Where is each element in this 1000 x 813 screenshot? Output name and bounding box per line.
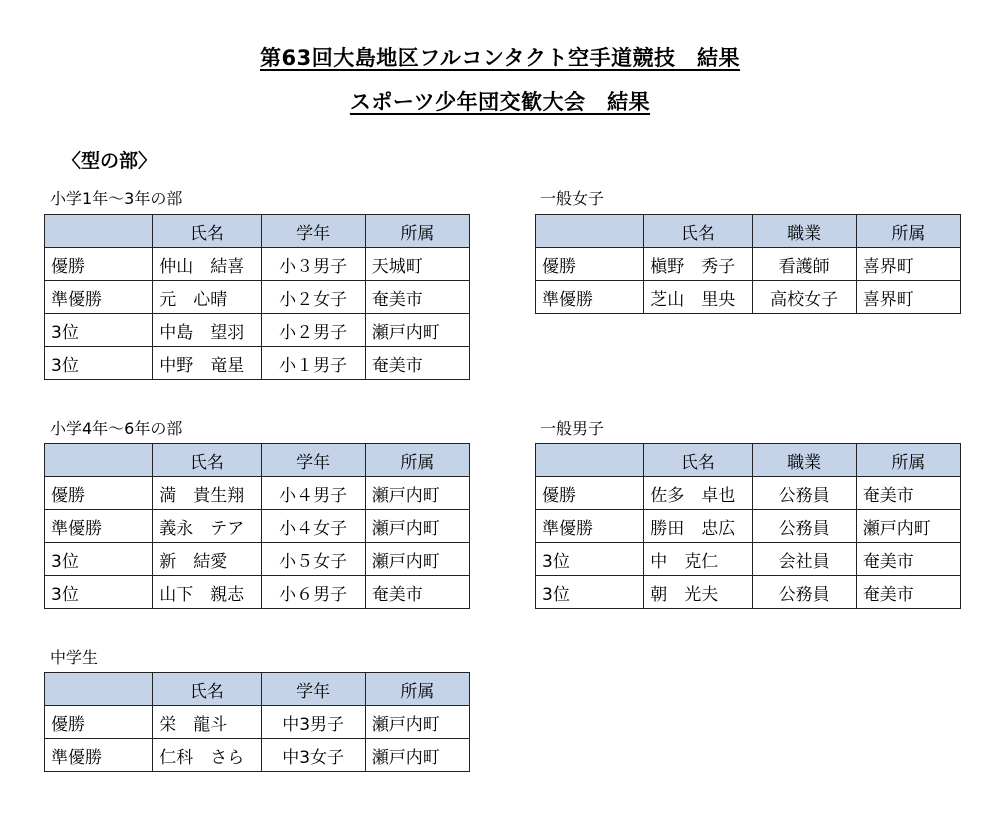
name-cell: 佐多 卓也 xyxy=(644,477,752,510)
affiliation-cell: 奄美市 xyxy=(365,347,469,380)
header-name: 氏名 xyxy=(153,673,261,706)
section-heading-kata: 〈型の部〉 xyxy=(62,150,158,172)
diagonal-header-cell xyxy=(536,215,644,248)
name-cell: 満 貴生翔 xyxy=(153,477,261,510)
name-cell: 朝 光夫 xyxy=(644,576,752,609)
table-row xyxy=(536,510,961,543)
diagonal-header-cell xyxy=(536,444,644,477)
affiliation-cell: 瀬戸内町 xyxy=(365,314,469,347)
rank-cell: 準優勝 xyxy=(45,510,153,543)
occupation-cell: 公務員 xyxy=(752,477,856,510)
name-cell: 栄 龍斗 xyxy=(153,706,261,739)
rank-cell: 優勝 xyxy=(536,248,644,281)
header-occupation: 職業 xyxy=(752,215,856,248)
table-row xyxy=(45,510,470,543)
affiliation-cell: 奄美市 xyxy=(365,576,469,609)
affiliation-cell: 瀬戸内町 xyxy=(365,706,469,739)
table-row xyxy=(536,543,961,576)
header-name: 氏名 xyxy=(644,215,752,248)
table-row xyxy=(536,248,961,281)
rank-cell: 3位 xyxy=(45,347,153,380)
results-table-elem-high xyxy=(44,443,470,609)
grade-cell: 小４女子 xyxy=(261,510,365,543)
header-grade: 学年 xyxy=(261,673,365,706)
table-row xyxy=(536,281,961,314)
name-cell: 槇野 秀子 xyxy=(644,248,752,281)
occupation-cell: 看護師 xyxy=(752,248,856,281)
rank-cell: 3位 xyxy=(45,314,153,347)
grade-cell: 小１男子 xyxy=(261,347,365,380)
affiliation-cell: 瀬戸内町 xyxy=(365,510,469,543)
header-grade: 学年 xyxy=(261,215,365,248)
grade-cell: 中3女子 xyxy=(261,739,365,772)
diagonal-header-cell xyxy=(45,673,153,706)
rank-cell: 準優勝 xyxy=(45,739,153,772)
rank-cell: 優勝 xyxy=(45,706,153,739)
affiliation-cell: 瀬戸内町 xyxy=(365,477,469,510)
table-header-row xyxy=(45,444,470,477)
diagonal-header-cell xyxy=(45,444,153,477)
grade-cell: 小２男子 xyxy=(261,314,365,347)
table-header-row xyxy=(45,215,470,248)
caption-elem-low: 小学1年〜3年の部 xyxy=(50,189,183,208)
affiliation-cell: 瀬戸内町 xyxy=(365,543,469,576)
affiliation-cell: 奄美市 xyxy=(365,281,469,314)
results-table-general-women xyxy=(535,214,961,314)
rank-cell: 準優勝 xyxy=(45,281,153,314)
grade-cell: 小２女子 xyxy=(261,281,365,314)
table-header-row xyxy=(536,215,961,248)
page-subtitle: スポーツ少年団交歓大会 結果 xyxy=(349,90,651,114)
grade-cell: 小４男子 xyxy=(261,477,365,510)
rank-cell: 準優勝 xyxy=(536,281,644,314)
table-row xyxy=(536,576,961,609)
affiliation-cell: 奄美市 xyxy=(856,543,960,576)
header-grade: 学年 xyxy=(261,444,365,477)
caption-elem-high: 小学4年〜6年の部 xyxy=(50,419,183,438)
results-table-general-men xyxy=(535,443,961,609)
grade-cell: 小６男子 xyxy=(261,576,365,609)
table-row xyxy=(45,281,470,314)
occupation-cell: 高校女子 xyxy=(752,281,856,314)
affiliation-cell: 奄美市 xyxy=(856,477,960,510)
grade-cell: 小５女子 xyxy=(261,543,365,576)
table-header-row xyxy=(536,444,961,477)
occupation-cell: 会社員 xyxy=(752,543,856,576)
header-name: 氏名 xyxy=(153,215,261,248)
header-affiliation: 所属 xyxy=(365,444,469,477)
caption-junior-high: 中学生 xyxy=(50,648,99,667)
occupation-cell: 公務員 xyxy=(752,576,856,609)
name-cell: 山下 親志 xyxy=(153,576,261,609)
header-occupation: 職業 xyxy=(752,444,856,477)
rank-cell: 優勝 xyxy=(536,477,644,510)
name-cell: 中 克仁 xyxy=(644,543,752,576)
table-header-row xyxy=(45,673,470,706)
page-title: 第63回大島地区フルコンタクト空手道競技 結果 xyxy=(259,46,741,70)
table-row xyxy=(45,248,470,281)
table-row xyxy=(45,739,470,772)
header-affiliation: 所属 xyxy=(856,215,960,248)
affiliation-cell: 奄美市 xyxy=(856,576,960,609)
table-row xyxy=(45,314,470,347)
rank-cell: 優勝 xyxy=(45,248,153,281)
name-cell: 仁科 さら xyxy=(153,739,261,772)
diagonal-header-cell xyxy=(45,215,153,248)
rank-cell: 3位 xyxy=(45,543,153,576)
results-table-junior-high xyxy=(44,672,470,772)
name-cell: 中野 竜星 xyxy=(153,347,261,380)
table-row xyxy=(45,347,470,380)
affiliation-cell: 喜界町 xyxy=(856,248,960,281)
caption-general-women: 一般女子 xyxy=(540,189,605,208)
name-cell: 勝田 忠広 xyxy=(644,510,752,543)
affiliation-cell: 瀬戸内町 xyxy=(856,510,960,543)
rank-cell: 準優勝 xyxy=(536,510,644,543)
results-table-elem-low xyxy=(44,214,470,380)
name-cell: 中島 望羽 xyxy=(153,314,261,347)
grade-cell: 小３男子 xyxy=(261,248,365,281)
rank-cell: 3位 xyxy=(536,543,644,576)
occupation-cell: 公務員 xyxy=(752,510,856,543)
name-cell: 元 心晴 xyxy=(153,281,261,314)
table-row xyxy=(536,477,961,510)
table-row xyxy=(45,706,470,739)
affiliation-cell: 天城町 xyxy=(365,248,469,281)
name-cell: 仲山 結喜 xyxy=(153,248,261,281)
table-row xyxy=(45,576,470,609)
name-cell: 義永 テア xyxy=(153,510,261,543)
header-name: 氏名 xyxy=(644,444,752,477)
header-affiliation: 所属 xyxy=(856,444,960,477)
rank-cell: 優勝 xyxy=(45,477,153,510)
table-row xyxy=(45,543,470,576)
table-row xyxy=(45,477,470,510)
name-cell: 芝山 里央 xyxy=(644,281,752,314)
caption-general-men: 一般男子 xyxy=(540,419,605,438)
grade-cell: 中3男子 xyxy=(261,706,365,739)
header-name: 氏名 xyxy=(153,444,261,477)
rank-cell: 3位 xyxy=(45,576,153,609)
affiliation-cell: 喜界町 xyxy=(856,281,960,314)
header-affiliation: 所属 xyxy=(365,673,469,706)
header-affiliation: 所属 xyxy=(365,215,469,248)
rank-cell: 3位 xyxy=(536,576,644,609)
name-cell: 新 結愛 xyxy=(153,543,261,576)
affiliation-cell: 瀬戸内町 xyxy=(365,739,469,772)
